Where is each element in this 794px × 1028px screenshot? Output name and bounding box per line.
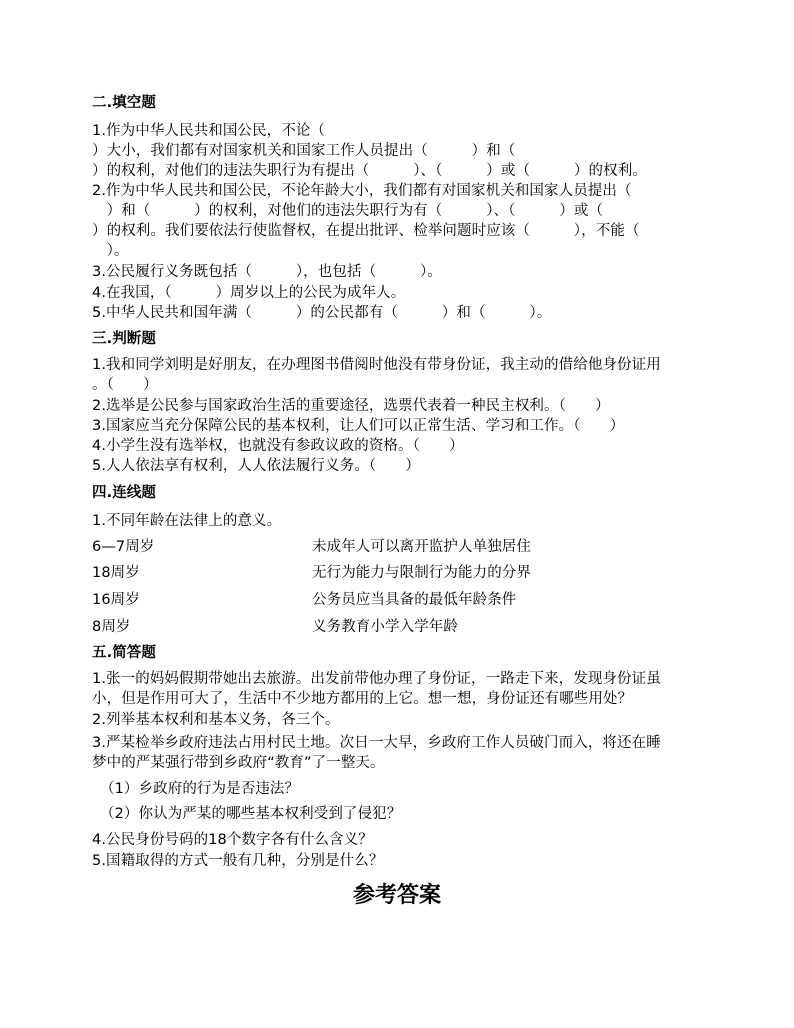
section-title-true-false: 三.判断题	[92, 331, 157, 347]
short-answer-line: 1.张一的妈妈假期带她出去旅游。出发前带他办理了身份证，一路走下来，发现身份证虽	[92, 671, 661, 687]
fill-blank-line: ）和（ ）的权利，对他们的违法失职行为有（ ）、（ ）或（	[92, 203, 604, 219]
short-answer-line: 3.严某检举乡政府违法占用村民土地。次日一大早，乡政府工作人员破门而入，将还在睡	[92, 735, 661, 751]
matching-left-item: 6—7周岁	[92, 539, 155, 555]
true-false-line: 2.选举是公民参与国家政治生活的重要途径，选票代表着一种民主权利。（ ）	[92, 398, 610, 414]
answer-key-title: 参考答案	[352, 882, 441, 908]
matching-prompt: 1.不同年龄在法律上的意义。	[92, 513, 282, 529]
fill-blank-line: 2.作为中华人民共和国公民，不论年龄大小，我们都有对国家机关和国家人员提出（	[92, 183, 632, 199]
true-false-line: 3.国家应当充分保障公民的基本权利，让人们可以正常生活、学习和工作。（ ）	[92, 418, 625, 434]
matching-left-item: 18周岁	[92, 565, 140, 581]
matching-right-item: 无行为能力与限制行为能力的分界	[312, 565, 531, 581]
fill-blank-line: ）。	[92, 243, 129, 259]
matching-left-item: 16周岁	[92, 592, 140, 608]
matching-right-item: 未成年人可以离开监护人单独居住	[312, 539, 531, 555]
fill-blank-line: ）大小，我们都有对国家机关和国家工作人员提出（ ）和（	[92, 143, 516, 159]
short-answer-line: 2.列举基本权利和基本义务，各三个。	[92, 712, 340, 728]
short-answer-sub-question: （2）你认为严某的哪些基本权利受到了侵犯？	[100, 806, 402, 822]
matching-right-item: 公务员应当具备的最低年龄条件	[312, 592, 517, 608]
section-title-fill-blank: 二.填空题	[92, 95, 157, 111]
matching-left-item: 8周岁	[92, 619, 131, 635]
fill-blank-line: 4.在我国，（ ）周岁以上的公民为成年人。	[92, 285, 406, 301]
section-title-short-answer: 五.简答题	[92, 645, 157, 661]
matching-right-item: 义务教育小学入学年龄	[312, 619, 458, 635]
fill-blank-line: ）的权利，对他们的违法失职行为有提出（ ）、（ ）或（ ）的权利。	[92, 163, 647, 179]
short-answer-sub-question: （1）乡政府的行为是否违法？	[100, 781, 300, 797]
short-answer-line: 5.国籍取得的方式一般有几种，分别是什么？	[92, 853, 384, 869]
fill-blank-line: 5.中华人民共和国年满（ ）的公民都有（ ）和（ ）。	[92, 305, 552, 321]
section-title-matching: 四.连线题	[92, 485, 157, 501]
true-false-line: 1.我和同学刘明是好朋友，在办理图书借阅时他没有带身份证，我主动的借给他身份证用	[92, 357, 661, 373]
short-answer-line: 4.公民身份号码的18个数字各有什么含义？	[92, 832, 373, 848]
fill-blank-line: ）的权利。我们要依法行使监督权，在提出批评、检举问题时应该（ ），不能（	[92, 223, 640, 239]
fill-blank-line: 1.作为中华人民共和国公民，不论（	[92, 123, 326, 139]
short-answer-line: 梦中的严某强行带到乡政府“教育”了一整天。	[92, 755, 385, 771]
true-false-line: 。（ ）	[92, 377, 158, 393]
short-answer-line: 小，但是作用可大了，生活中不少地方都用的上它。想一想，身份证还有哪些用处？	[92, 691, 633, 707]
true-false-line: 5.人人依法享有权利，人人依法履行义务。（ ）	[92, 458, 420, 474]
true-false-line: 4.小学生没有选举权，也就没有参政议政的资格。（ ）	[92, 438, 464, 454]
fill-blank-line: 3.公民履行义务既包括（ ），也包括（ ）。	[92, 264, 442, 280]
